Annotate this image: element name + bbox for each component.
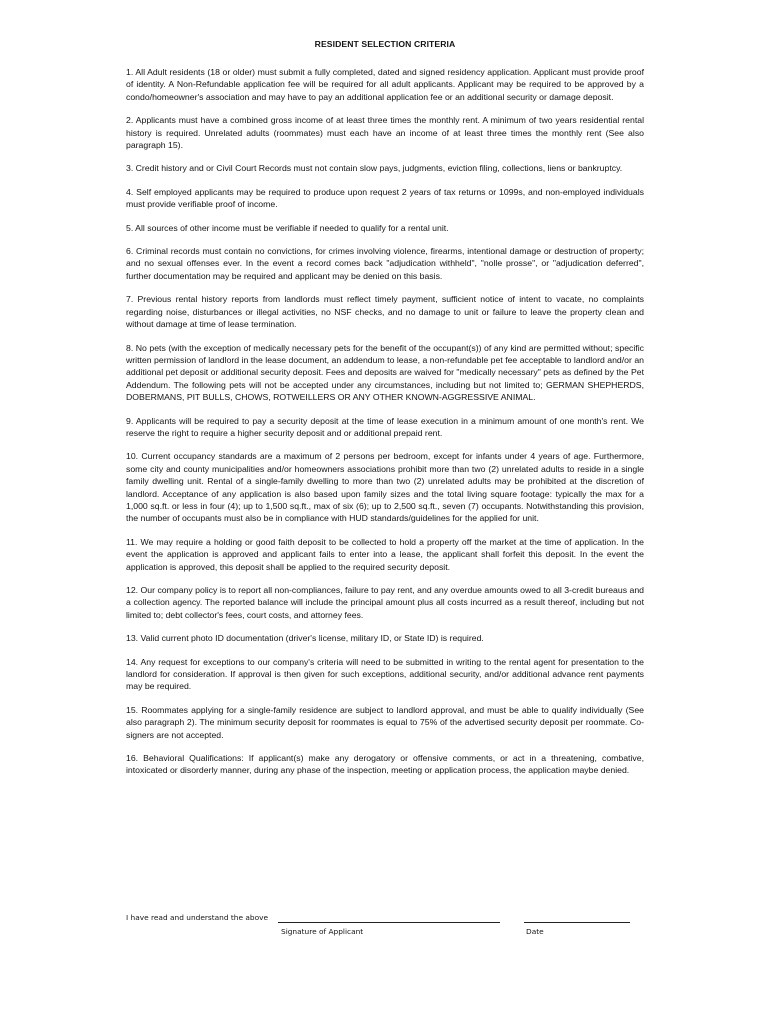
- criteria-paragraph-11: 11. We may require a holding or good faith deposit to be collected to hold a property off the market at the time of application. In the event the application is approved and applicant fails to enter into a lease, the applicant shall forfeit this deposit. In the event the application is approved, this deposit shall be applied to the required security deposit.: [126, 536, 644, 572]
- criteria-paragraph-6: 6. Criminal records must contain no convictions, for crimes involving violence, firearms, intentional damage or destruction of property; and no sexual offenses ever. In the event a record comes back "adjudication withheld", "nolle prosse", or "adjudication deferred", further documentation may be required and applicant may be denied on this basis.: [126, 246, 644, 281]
- criteria-paragraph-1: 1. All Adult residents (18 or older) must submit a fully completed, dated and signed residency application. Applicant must provide proof of identity. A Non-Refundable application fee will be required for all adult applicants. Applicant may be required to be approved by a condo/homeowner's association and may have to pay an additional application fee or an additional security or damage deposit.: [126, 67, 644, 102]
- date-line[interactable]: [524, 922, 630, 923]
- date-caption: Date: [526, 927, 544, 936]
- criteria-paragraph-5: 5. All sources of other income must be verifiable if needed to qualify for a rental unit.: [126, 222, 449, 233]
- criteria-paragraph-13: 13. Valid current photo ID documentation (driver's license, military ID, or State ID) is required.: [126, 633, 484, 644]
- document-body: [126, 38, 644, 788]
- acknowledgement-statement: I have read and understand the above: [126, 913, 269, 922]
- criteria-paragraph-10: 10. Current occupancy standards are a maximum of 2 persons per bedroom, except for infants under 4 years of age. Furthermore, some city and county municipalities and/or homeowners associations prohibit more than two (2) unrelated adults to reside in a single family dwelling unit. Rental of a single-family dwelling to more than two (2) unrelated adults may be prohibited at the discretion of landlord. Acceptance of any application is also based upon family sizes and the total living square footage: typically the max for a 1,000 sq.ft. or less in four (4); up to 1,500 sq.ft., max of six (6); up to 2,500 sq.ft., seven (7) occupants. Notwithstanding this provision, the number of occupants must also be in compliance with HUD standards/guidelines for the applied for unit.: [126, 451, 644, 524]
- signature-line[interactable]: [278, 922, 500, 923]
- criteria-paragraph-15: 15. Roommates applying for a single-family residence are subject to landlord approval, and must be able to qualify individually (See also paragraph 2). The minimum security deposit for roommates is equal to 75% of the advertised security deposit per roommate. Co-signers are not accepted.: [126, 704, 644, 740]
- document-title: RESIDENT SELECTION CRITERIA: [314, 39, 456, 49]
- criteria-paragraph-4: 4. Self employed applicants may be required to produce upon request 2 years of tax returns or 1099s, and non-employed individuals must provide verifiable proof of income.: [126, 186, 644, 210]
- criteria-paragraph-8: 8. No pets (with the exception of medically necessary pets for the benefit of the occupant(s)) of any kind are permitted without; specific written permission of landlord in the lease document, an addendum to lease, a non-refundable pet fee acceptable to landlord and/or an additional pet deposit or additional security deposit. Fees and deposits are waived for "medically necessary" pets as defined by the Pet Addendum. The following pets will not be accepted under any circumstances, including but not limited to; GERMAN SHEPHERDS, DOBERMANS, PIT BULLS, CHOWS, ROTWEILLERS OR ANY OTHER KNOWN-AGGRESSIVE ANIMAL.: [126, 342, 644, 403]
- criteria-paragraph-16: 16. Behavioral Qualifications: If applicant(s) make any derogatory or offensive comments, or act in a threatening, combative, intoxicated or disorderly manner, during any phase of the inspection, meeting or application process, the application maybe denied.: [126, 753, 644, 776]
- criteria-paragraph-9: 9. Applicants will be required to pay a security deposit at the time of lease execution in a minimum amount of one month's rent. We reserve the right to require a higher security deposit and or additional prepaid rent.: [126, 415, 644, 438]
- criteria-paragraph-12: 12. Our company policy is to report all non-compliances, failure to pay rent, and any overdue amounts owed to all 3-credit bureaus and a collection agency. The reported balance will include the principal amount plus all costs incurred as a result thereof, including but not limited to; debt collector's fees, court costs, and attorney fees.: [126, 585, 644, 620]
- criteria-paragraph-3: 3. Credit history and or Civil Court Records must not contain slow pays, judgments, eviction filing, collections, liens or bankruptcy.: [126, 163, 623, 174]
- criteria-paragraph-14: 14. Any request for exceptions to our company's criteria will need to be submitted in writing to the rental agent for presentation to the landlord for consideration. If approval is then given for such exceptions, additional security, and/or additional advance rent payments may be required.: [126, 656, 644, 692]
- signature-block: [126, 913, 646, 943]
- criteria-paragraph-2: 2. Applicants must have a combined gross income of at least three times the monthly rent. A minimum of two years residential rental history is required. Unrelated adults (roommates) must each have an income of at least three times the monthly rent (See also paragraph 15).: [126, 115, 644, 151]
- signature-caption: Signature of Applicant: [281, 927, 364, 936]
- criteria-paragraph-7: 7. Previous rental history reports from landlords must reflect timely payment, sufficient notice of intent to vacate, no complaints regarding noise, disturbances or illegal activities, no NSF checks, and no damage to unit or failure to leave the property clean and without damage at time of lease termination.: [126, 294, 644, 330]
